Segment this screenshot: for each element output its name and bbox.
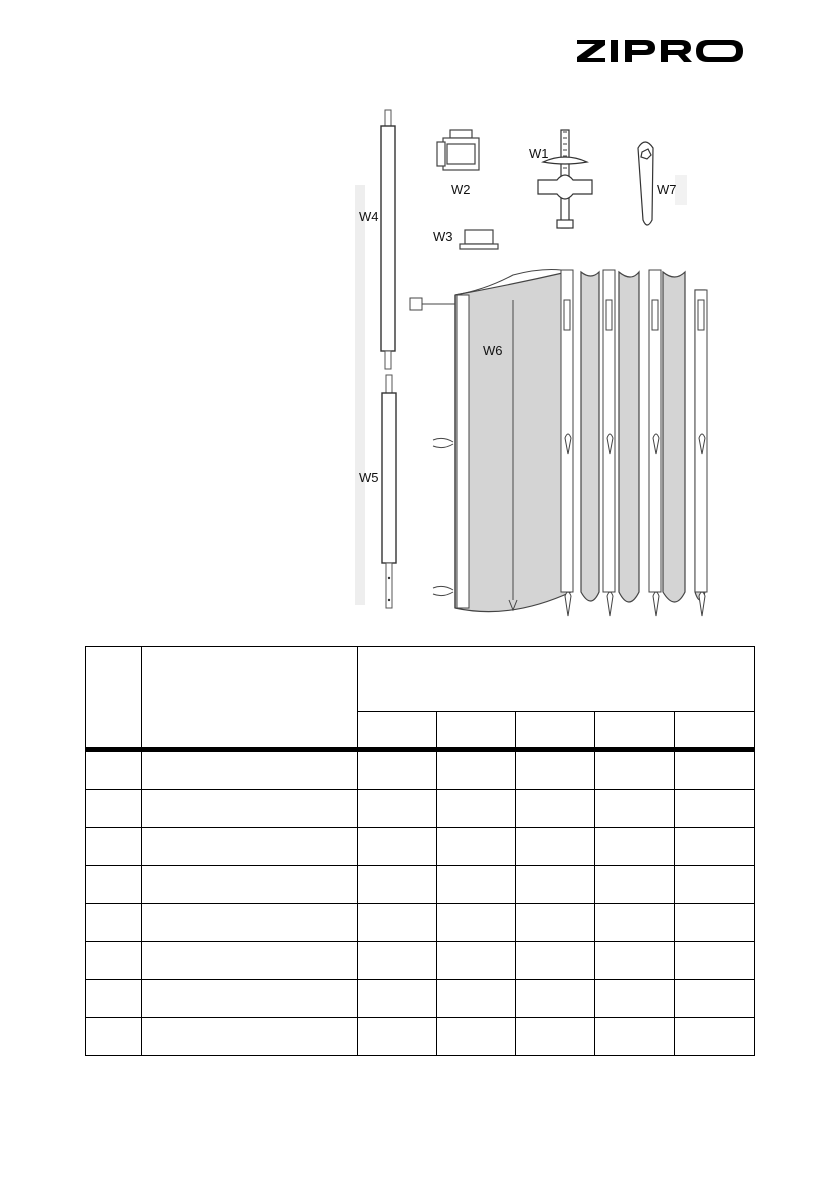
table-cell: [675, 750, 755, 790]
wrench-w7: [638, 142, 653, 225]
table-cell: [675, 866, 755, 904]
table-row: [86, 904, 755, 942]
table-cell: [142, 790, 358, 828]
label-w5: W5: [359, 470, 379, 485]
table-header-row: [86, 647, 755, 712]
label-w1: W1: [529, 146, 549, 161]
table-cell: [437, 828, 516, 866]
table-cell: [86, 980, 142, 1018]
table-cell: [516, 866, 595, 904]
table-cell: [595, 904, 675, 942]
table-cell: [358, 790, 437, 828]
table-row: [86, 790, 755, 828]
table-cell: [595, 828, 675, 866]
parts-table: [85, 646, 755, 1056]
table-cell: [142, 980, 358, 1018]
table-cell: [595, 750, 675, 790]
table-cell: [675, 980, 755, 1018]
connector-w2: [437, 130, 479, 170]
table-cell: [142, 942, 358, 980]
table-cell: [86, 942, 142, 980]
table-cell: [675, 1018, 755, 1056]
table-cell: [142, 1018, 358, 1056]
parts-drawing: [345, 100, 745, 630]
table-cell: [516, 1018, 595, 1056]
table-cell: [437, 750, 516, 790]
cap-w3: [460, 230, 498, 249]
pole-w5: [382, 375, 396, 608]
table-cell: [675, 790, 755, 828]
table-cell: [516, 790, 595, 828]
table-cell: [595, 866, 675, 904]
subheader-cell: [437, 712, 516, 750]
table-cell: [86, 1018, 142, 1056]
table-cell: [358, 828, 437, 866]
label-w4: W4: [359, 209, 379, 224]
parts-figure: [345, 100, 745, 630]
label-w6: W6: [483, 343, 503, 358]
table-row: [86, 1018, 755, 1056]
table-cell: [86, 866, 142, 904]
header-quantity-group: [358, 647, 755, 712]
label-w7: W7: [657, 182, 677, 197]
table-cell: [437, 790, 516, 828]
table-cell: [437, 866, 516, 904]
subheader-cell: [675, 712, 755, 750]
table-cell: [437, 1018, 516, 1056]
label-w3: W3: [433, 229, 453, 244]
table-cell: [358, 904, 437, 942]
table-cell: [675, 904, 755, 942]
table-cell: [142, 866, 358, 904]
table-row: [86, 866, 755, 904]
table-cell: [516, 980, 595, 1018]
table-cell: [595, 1018, 675, 1056]
table-cell: [516, 942, 595, 980]
table-cell: [142, 828, 358, 866]
table-cell: [675, 828, 755, 866]
table-cell: [516, 750, 595, 790]
table-row: [86, 980, 755, 1018]
table-cell: [358, 980, 437, 1018]
table-cell: [358, 750, 437, 790]
table-row: [86, 942, 755, 980]
header-description: [142, 647, 358, 750]
net-w6: [410, 270, 707, 616]
table-cell: [86, 904, 142, 942]
table-cell: [358, 942, 437, 980]
table-row: [86, 750, 755, 790]
subheader-cell: [595, 712, 675, 750]
brand-logo-graphic: [575, 38, 745, 64]
table-cell: [358, 866, 437, 904]
table-cell: [437, 980, 516, 1018]
table-cell: [86, 790, 142, 828]
table-row: [86, 828, 755, 866]
header-number: [86, 647, 142, 750]
table-cell: [516, 904, 595, 942]
subheader-cell: [358, 712, 437, 750]
table-cell: [595, 790, 675, 828]
table-cell: [595, 980, 675, 1018]
table-cell: [142, 904, 358, 942]
brand-logo: [575, 38, 745, 64]
bolt-w1: [538, 130, 592, 228]
table-cell: [358, 1018, 437, 1056]
table-cell: [437, 942, 516, 980]
table-cell: [516, 828, 595, 866]
table-cell: [86, 828, 142, 866]
table-cell: [595, 942, 675, 980]
label-w2: W2: [451, 182, 471, 197]
table-cell: [437, 904, 516, 942]
subheader-cell: [516, 712, 595, 750]
table-cell: [675, 942, 755, 980]
table-cell: [142, 750, 358, 790]
table-cell: [86, 750, 142, 790]
pole-w4: [381, 110, 395, 369]
